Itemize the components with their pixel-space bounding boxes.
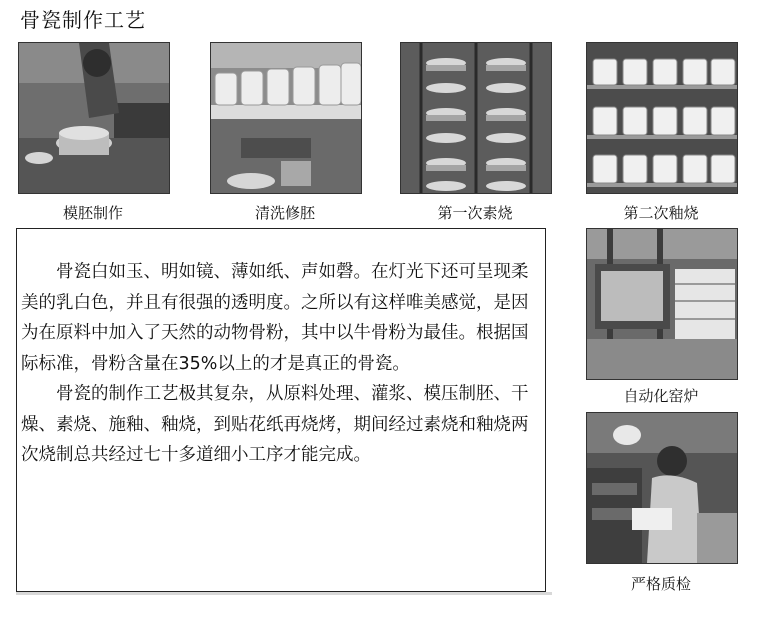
first-firing-photo <box>400 42 552 194</box>
inspection-caption: 严格质检 <box>630 575 691 593</box>
article-paragraph: 骨瓷的制作工艺极其复杂，从原料处理、灌浆、模压制胚、干燥、素烧、施釉、釉烧，到贴花纸再烧烤，期间经过素烧和釉烧两次烧制总共经过七十多道细小工序才能完成。 <box>21 384 529 465</box>
cleaning-caption: 清洗修胚 <box>254 204 315 222</box>
page-title: 骨瓷制作工艺 <box>20 8 146 32</box>
inspection-photo <box>586 412 738 564</box>
kiln-caption: 自动化窑炉 <box>623 387 699 405</box>
second-firing-caption: 第二次釉烧 <box>623 204 699 222</box>
article-box-shadow <box>16 592 552 595</box>
kiln-photo <box>586 228 738 380</box>
second-firing-photo <box>586 42 738 194</box>
molding-photo <box>18 42 170 194</box>
first-firing-caption: 第一次素烧 <box>437 204 513 222</box>
cleaning-photo <box>210 42 362 194</box>
article-box <box>16 228 546 592</box>
molding-caption: 模胚制作 <box>62 204 123 222</box>
article-paragraph: 骨瓷白如玉、明如镜、薄如纸、声如磬。在灯光下还可呈现柔美的乳白色，并且有很强的透明度。之所以有这样唯美感觉，是因为在原料中加入了天然的动物骨粉，其中以牛骨粉为最佳。根据国际标准，骨粉含量在35%以上的才是真正的骨瓷。 <box>21 262 529 374</box>
